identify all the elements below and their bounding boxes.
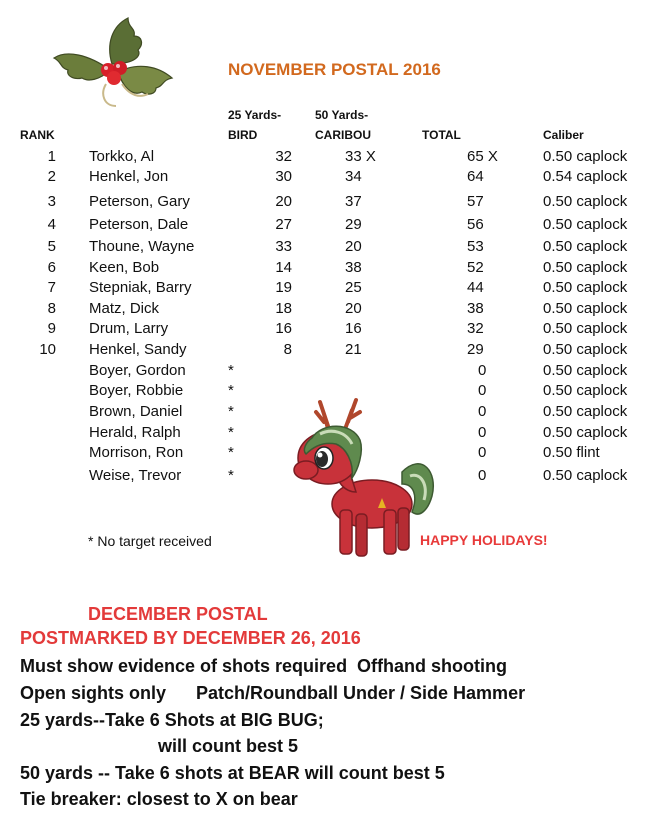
- name-cell: Peterson, Gary: [89, 193, 190, 210]
- rank-cell: 9: [47, 320, 56, 337]
- caliber-cell: 0.50 caplock: [543, 467, 628, 484]
- rank-cell: 3: [47, 193, 56, 210]
- holly-icon: [48, 14, 178, 112]
- happy-holidays-text: HAPPY HOLIDAYS!: [420, 532, 548, 548]
- name-cell: Brown, Daniel: [89, 403, 183, 420]
- header-caribou-line2: CARIBOU: [315, 128, 371, 142]
- name-cell: Peterson, Dale: [89, 216, 189, 233]
- caribou-score-cell: 38: [345, 259, 362, 276]
- caribou-score-cell: 16: [345, 320, 362, 337]
- caliber-cell: 0.50 caplock: [543, 362, 628, 379]
- table-row: [0, 148, 655, 168]
- total-cell: 0: [478, 382, 487, 399]
- total-cell: 0: [478, 362, 487, 379]
- total-cell: 57: [467, 193, 484, 210]
- table-row: [0, 193, 655, 213]
- rule-line: 50 yards -- Take 6 shots at BEAR will count best 5: [20, 763, 445, 783]
- total-cell: 29: [467, 341, 484, 358]
- total-cell: 64: [467, 168, 484, 185]
- header-rank: RANK: [20, 128, 55, 142]
- rule-line: 25 yards--Take 6 Shots at BIG BUG;: [20, 710, 324, 730]
- caliber-cell: 0.50 flint: [543, 444, 600, 461]
- december-postal-title: DECEMBER POSTAL: [88, 604, 268, 624]
- rank-cell: 10: [39, 341, 56, 358]
- caribou-score-cell: 21: [345, 341, 362, 358]
- total-cell: 0: [478, 424, 487, 441]
- postmark-deadline: POSTMARKED BY DECEMBER 26, 2016: [20, 628, 361, 648]
- no-target-mark: *: [228, 444, 234, 461]
- rule-line: will count best 5: [158, 736, 299, 756]
- bird-score-cell: 14: [275, 259, 292, 276]
- total-cell: 53: [467, 238, 484, 255]
- bird-score-cell: 30: [275, 168, 292, 185]
- no-target-note: * No target received: [88, 533, 212, 549]
- caliber-cell: 0.50 caplock: [543, 259, 628, 276]
- header-bird-line2: BIRD: [228, 128, 258, 142]
- name-cell: Herald, Ralph: [89, 424, 181, 441]
- caliber-cell: 0.50 caplock: [543, 216, 628, 233]
- rank-cell: 4: [47, 216, 56, 233]
- rule-line: Tie breaker: closest to X on bear: [20, 789, 298, 809]
- name-cell: Torkko, Al: [89, 148, 155, 165]
- rank-cell: 5: [47, 238, 56, 255]
- total-cell: 0: [478, 467, 487, 484]
- caliber-cell: 0.50 caplock: [543, 238, 628, 255]
- caliber-cell: 0.50 caplock: [543, 148, 628, 165]
- table-row: [0, 216, 655, 236]
- total-cell: 0: [478, 444, 487, 461]
- name-cell: Henkel, Sandy: [89, 341, 187, 358]
- name-cell: Thoune, Wayne: [89, 238, 195, 255]
- name-cell: Matz, Dick: [89, 300, 160, 317]
- rank-cell: 6: [47, 259, 56, 276]
- caribou-score-cell: 33 X: [345, 148, 376, 165]
- name-cell: Morrison, Ron: [89, 444, 184, 461]
- bird-score-cell: 32: [275, 148, 292, 165]
- no-target-mark: *: [228, 362, 234, 379]
- table-row: [0, 168, 655, 188]
- name-cell: Stepniak, Barry: [89, 279, 192, 296]
- total-cell: 0: [478, 403, 487, 420]
- header-caliber: Caliber: [543, 128, 584, 142]
- table-row: [0, 341, 655, 361]
- table-row: [0, 238, 655, 258]
- caliber-cell: 0.50 caplock: [543, 320, 628, 337]
- total-cell: 38: [467, 300, 484, 317]
- caliber-cell: 0.54 caplock: [543, 168, 628, 185]
- total-cell: 52: [467, 259, 484, 276]
- rank-cell: 2: [47, 168, 56, 185]
- caribou-score-cell: 20: [345, 300, 362, 317]
- total-cell: 32: [467, 320, 484, 337]
- header-caribou-line1: 50 Yards-: [315, 108, 369, 122]
- caribou-score-cell: 34: [345, 168, 362, 185]
- bird-score-cell: 8: [283, 341, 292, 358]
- table-row: [0, 362, 655, 382]
- rank-cell: 8: [47, 300, 56, 317]
- caliber-cell: 0.50 caplock: [543, 300, 628, 317]
- caliber-cell: 0.50 caplock: [543, 193, 628, 210]
- table-row: [0, 320, 655, 340]
- total-cell: 65 X: [467, 148, 498, 165]
- caliber-cell: 0.50 caplock: [543, 424, 628, 441]
- caribou-score-cell: 29: [345, 216, 362, 233]
- name-cell: Boyer, Robbie: [89, 382, 184, 399]
- total-cell: 56: [467, 216, 484, 233]
- caribou-score-cell: 20: [345, 238, 362, 255]
- name-cell: Weise, Trevor: [89, 467, 182, 484]
- bird-score-cell: 19: [275, 279, 292, 296]
- no-target-mark: *: [228, 382, 234, 399]
- caribou-score-cell: 25: [345, 279, 362, 296]
- caliber-cell: 0.50 caplock: [543, 403, 628, 420]
- table-row: [0, 300, 655, 320]
- header-bird-line1: 25 Yards-: [228, 108, 282, 122]
- caliber-cell: 0.50 caplock: [543, 279, 628, 296]
- bird-score-cell: 16: [275, 320, 292, 337]
- name-cell: Henkel, Jon: [89, 168, 169, 185]
- no-target-mark: *: [228, 467, 234, 484]
- reindeer-pony-illustration: [272, 392, 442, 564]
- rank-cell: 7: [47, 279, 56, 296]
- name-cell: Keen, Bob: [89, 259, 160, 276]
- rank-cell: 1: [47, 148, 56, 165]
- rule-line: Open sights only Patch/Roundball Under / Side Hammer: [20, 683, 526, 703]
- bird-score-cell: 27: [275, 216, 292, 233]
- page-title: NOVEMBER POSTAL 2016: [228, 60, 441, 79]
- total-cell: 44: [467, 279, 484, 296]
- header-total: TOTAL: [422, 128, 461, 142]
- name-cell: Drum, Larry: [89, 320, 169, 337]
- bird-score-cell: 20: [275, 193, 292, 210]
- table-row: [0, 279, 655, 299]
- name-cell: Boyer, Gordon: [89, 362, 186, 379]
- no-target-mark: *: [228, 403, 234, 420]
- caliber-cell: 0.50 caplock: [543, 382, 628, 399]
- no-target-mark: *: [228, 424, 234, 441]
- caribou-score-cell: 37: [345, 193, 362, 210]
- bird-score-cell: 33: [275, 238, 292, 255]
- table-row: [0, 259, 655, 279]
- rule-line: Must show evidence of shots required Offhand shooting: [20, 656, 508, 676]
- bird-score-cell: 18: [275, 300, 292, 317]
- caliber-cell: 0.50 caplock: [543, 341, 628, 358]
